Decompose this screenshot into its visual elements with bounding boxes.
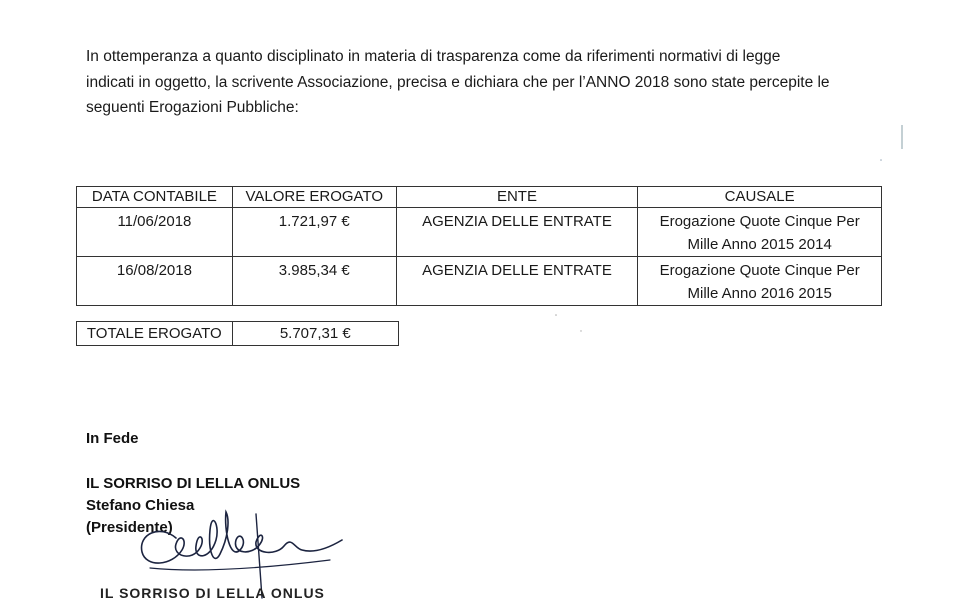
total-value: 5.707,31 € bbox=[232, 322, 398, 346]
causale-line-1: Erogazione Quote Cinque Per bbox=[659, 262, 860, 279]
signer-role: (Presidente) bbox=[86, 519, 173, 536]
intro-line-1: In ottemperanza a quanto disciplinato in materia di trasparenza come da riferimenti normativi di legge bbox=[86, 48, 781, 65]
organization-name: IL SORRISO DI LELLA ONLUS bbox=[86, 475, 301, 492]
total-label: TOTALE EROGATO bbox=[77, 322, 233, 346]
stamp-text: IL SORRISO DI LELLA ONLUS bbox=[100, 585, 325, 601]
header-ente: ENTE bbox=[396, 187, 638, 208]
intro-line-3: seguenti Erogazioni Pubbliche: bbox=[86, 99, 299, 116]
cell-value: 3.985,34 € bbox=[232, 257, 396, 306]
signer-name: Stefano Chiesa bbox=[86, 497, 195, 514]
header-causale: CAUSALE bbox=[638, 187, 882, 208]
cell-value: 1.721,97 € bbox=[232, 208, 396, 257]
in-fede: In Fede bbox=[86, 430, 139, 447]
causale-line-2: Mille Anno 2015 2014 bbox=[687, 236, 832, 253]
intro-line-2: indicati in oggetto, la scrivente Associazione, precisa e dichiara che per l’ANNO 2018 sono state percepite le bbox=[86, 73, 830, 91]
header-valore-erogato: VALORE EROGATO bbox=[232, 187, 396, 208]
causale-line-1: Erogazione Quote Cinque Per bbox=[659, 213, 860, 230]
cell-date: 11/06/2018 bbox=[77, 208, 233, 257]
cell-ente: AGENZIA DELLE ENTRATE bbox=[396, 208, 638, 257]
causale-line-2: Mille Anno 2016 2015 bbox=[687, 285, 832, 302]
header-data-contabile: DATA CONTABILE bbox=[77, 187, 233, 208]
cell-ente: AGENZIA DELLE ENTRATE bbox=[396, 257, 638, 306]
cell-date: 16/08/2018 bbox=[77, 257, 233, 306]
